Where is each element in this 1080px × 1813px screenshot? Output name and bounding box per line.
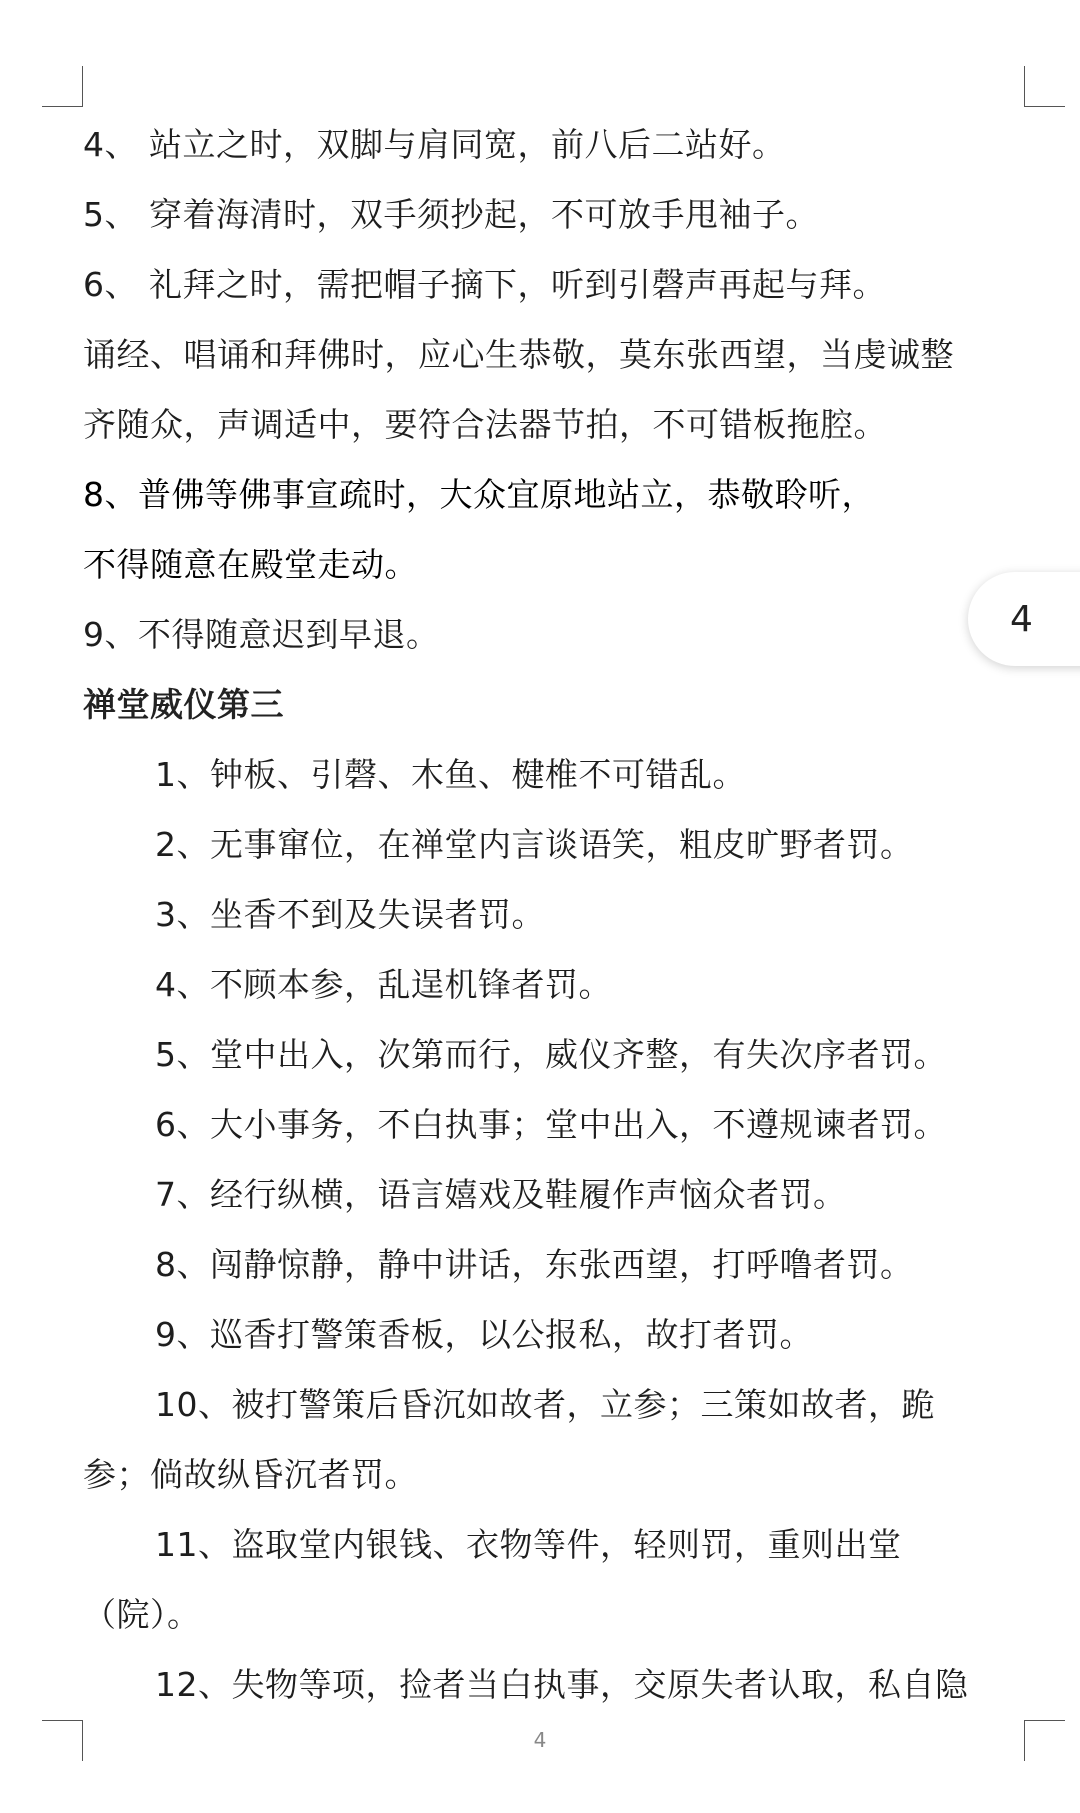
text-line: 7、经行纵横，语言嬉戏及鞋履作声恼众者罚。 <box>155 1175 847 1214</box>
text-line: （院）。 <box>83 1595 201 1634</box>
text-line: 齐随众，声调适中，要符合法器节拍，不可错板拖腔。 <box>83 405 887 444</box>
text-line: 10、被打警策后昏沉如故者，立参；三策如故者，跪 <box>155 1385 935 1424</box>
text-line: 5、 穿着海清时，双手须抄起，不可放手甩袖子。 <box>83 195 819 234</box>
text-line: 2、无事窜位，在禅堂内言谈语笑，粗皮旷野者罚。 <box>155 825 914 864</box>
text-line: 8、普佛等佛事宣疏时，大众宜原地站立，恭敬聆听， <box>83 475 875 514</box>
crop-mark-top-right <box>1024 66 1065 107</box>
text-line: 6、 礼拜之时，需把帽子摘下，听到引磬声再起与拜。 <box>83 265 886 304</box>
text-line: 参；倘故纵昏沉者罚。 <box>83 1455 418 1494</box>
text-line: 4、 站立之时，双脚与肩同宽，前八后二站好。 <box>83 125 786 164</box>
section-heading: 禅堂威仪第三 <box>83 685 284 724</box>
document-body <box>83 110 1023 1720</box>
crop-mark-top-left <box>42 66 83 107</box>
text-line: 4、不顾本参，乱逞机锋者罚。 <box>155 965 612 1004</box>
text-line: 9、不得随意迟到早退。 <box>83 615 440 654</box>
footer-page-number: 4 <box>533 1728 547 1752</box>
text-line: 5、堂中出入，次第而行，威仪齐整，有失次序者罚。 <box>155 1035 947 1074</box>
text-line: 诵经、唱诵和拜佛时，应心生恭敬，莫东张西望，当虔诚整 <box>83 335 954 374</box>
text-line: 1、钟板、引磬、木鱼、楗椎不可错乱。 <box>155 755 746 794</box>
text-line: 8、闯静惊静，静中讲话，东张西望，打呼噜者罚。 <box>155 1245 914 1284</box>
page-indicator-badge[interactable]: 4 <box>968 572 1080 666</box>
text-line: 12、失物等项，捡者当白执事，交原失者认取，私自隐 <box>155 1665 969 1704</box>
text-line: 3、坐香不到及失误者罚。 <box>155 895 545 934</box>
text-line: 11、盗取堂内银钱、衣物等件，轻则罚，重则出堂 <box>155 1525 902 1564</box>
text-line: 不得随意在殿堂走动。 <box>83 545 418 584</box>
text-line: 6、大小事务，不白执事；堂中出入，不遵规谏者罚。 <box>155 1105 947 1144</box>
text-line: 9、巡香打警策香板，以公报私，故打者罚。 <box>155 1315 813 1354</box>
